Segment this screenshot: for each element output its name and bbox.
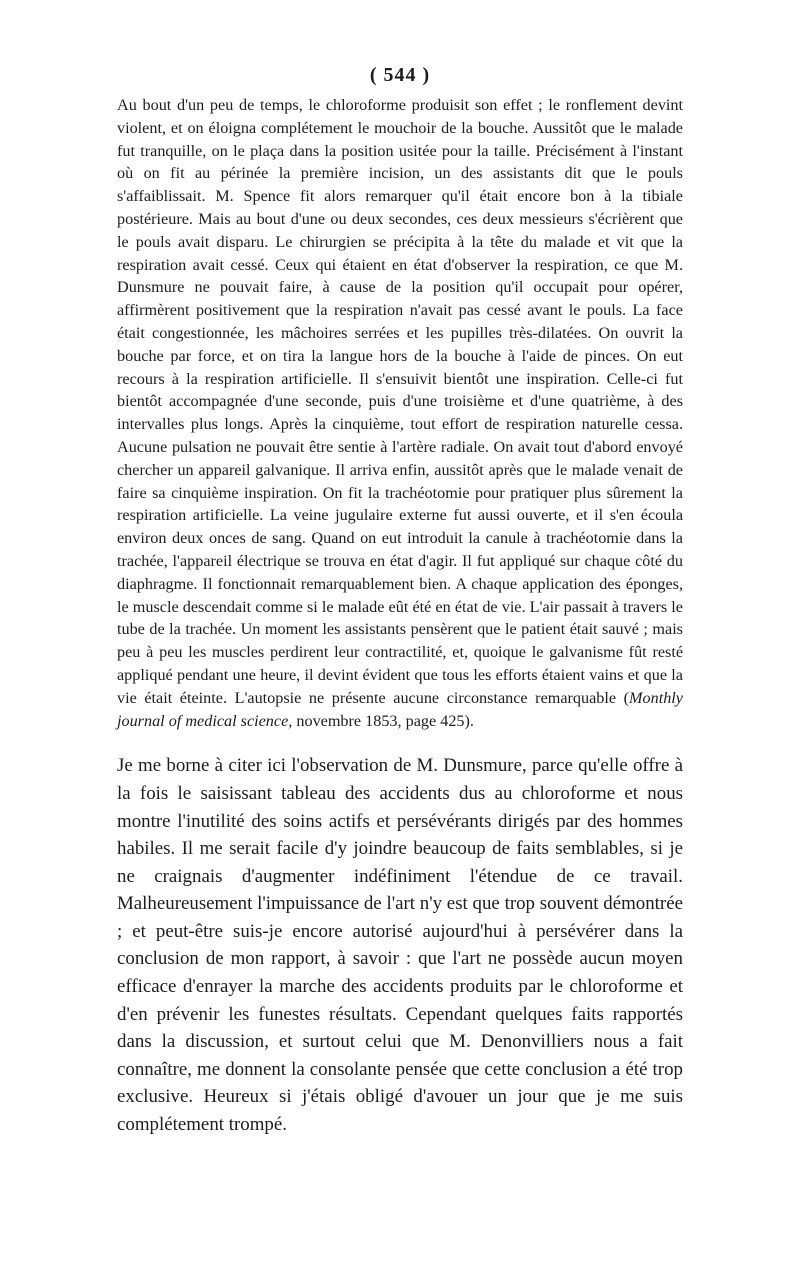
page-number: ( 544 ) <box>369 64 431 86</box>
main-paragraph: Je me borne à citer ici l'observation de M. Dunsmure, parce qu'elle offre à la fois le saisissant tableau des accidents dus au chloroforme et nous montre l'inutilité des soins actifs et persévérants dirigés par des hommes habiles. Il me serait facile d'y joindre beaucoup de faits semblables, si je ne craignais d'augmenter indéfiniment l'étendue de ce travail. Malheureusement l'impuissance de l'art n'y est que trop souvent démontrée ; et peut-être suis-je encore autorisé aujourd'hui à persévérer dans la conclusion de mon rapport, à savoir : que l'art ne possède aucun moyen efficace d'enrayer la marche des accidents produits par le chloroforme et d'en prévenir les funestes résultats. Cependant quelques faits rapportés dans la discussion, et surtout celui que M. Denonvilliers nous a fait connaître, me donnent la consolante pensée que cette conclusion a été trop exclusive. Heureux si j'étais obligé d'avouer un jour que je me suis complétement trompé. <box>117 755 683 1136</box>
reference-journal-title: Monthly journal of medical science, <box>117 688 683 730</box>
reference-details: novembre 1853, page 425). <box>292 711 474 730</box>
quoted-observation-text: Au bout d'un peu de temps, le chloroforme produisit son effet ; le ronflement devint violent, et on éloigna complétement le mouchoir de la bouche. Aussitôt que le malade fut tranquille, on le plaça dans la position usitée pour la taille. Précisément à l'instant où on fit au périnée la première incision, un des assistants dit que le pouls s'affaiblissait. M. Spence fit alors remarquer qu'il était encore bon à la tibiale postérieure. Mais au bout d'une ou deux secondes, ces deux messieurs s'écrièrent que le pouls avait disparu. Le chirurgien se précipita à la tête du malade et vit que la respiration avait cessé. Ceux qui étaient en état d'observer la respiration, ce que M. Dunsmure ne pouvait faire, à cause de la position qu'il occupait pour opérer, affirmèrent positivement que la respiration n'avait pas cessé avant le pouls. La face était congestionnée, les mâchoires serrées et les pupilles très-dilatées. On ouvrit la bouche par force, et on tira la langue hors de la bouche à l'aide de pinces. On eut recours à la respiration artificielle. Il s'ensuivit bientôt une inspiration. Celle-ci fut bientôt accompagnée d'une seconde, puis d'une troisième et d'une quatrième, à des intervalles plus longs. Après la cinquième, tout effort de respiration naturelle cessa. Aucune pulsation ne pouvait être sentie à l'artère radiale. On avait tout d'abord envoyé chercher un appareil galvanique. Il arriva enfin, aussitôt après que le malade venait de faire sa cinquième inspiration. On fit la trachéotomie pour pratiquer plus sûrement la respiration artificielle. La veine jugulaire externe fut aussi ouverte, et il s'en écoula environ deux onces de sang. Quand on eut introduit la canule à trachéotomie dans la trachée, l'appareil électrique se trouva en état d'agir. Il fut appliqué sur chaque côté du diaphragme. Il fonctionnait remarquablement bien. A chaque application des éponges, le muscle descendait comme si le malade eût été en état de vie. L'air passait à travers le tube de la trachée. Un moment les assistants pensèrent que le patient était sauvé ; mais peu à peu les muscles perdirent leur contractilité, et, quoique le galvanisme fût resté appliqué pendant une heure, il devint évident que tous les efforts étaient vains et que la vie était éteinte. L'autopsie ne présente aucune circonstance remarquable ( <box>117 96 683 707</box>
quoted-observation-paragraph <box>117 94 683 732</box>
